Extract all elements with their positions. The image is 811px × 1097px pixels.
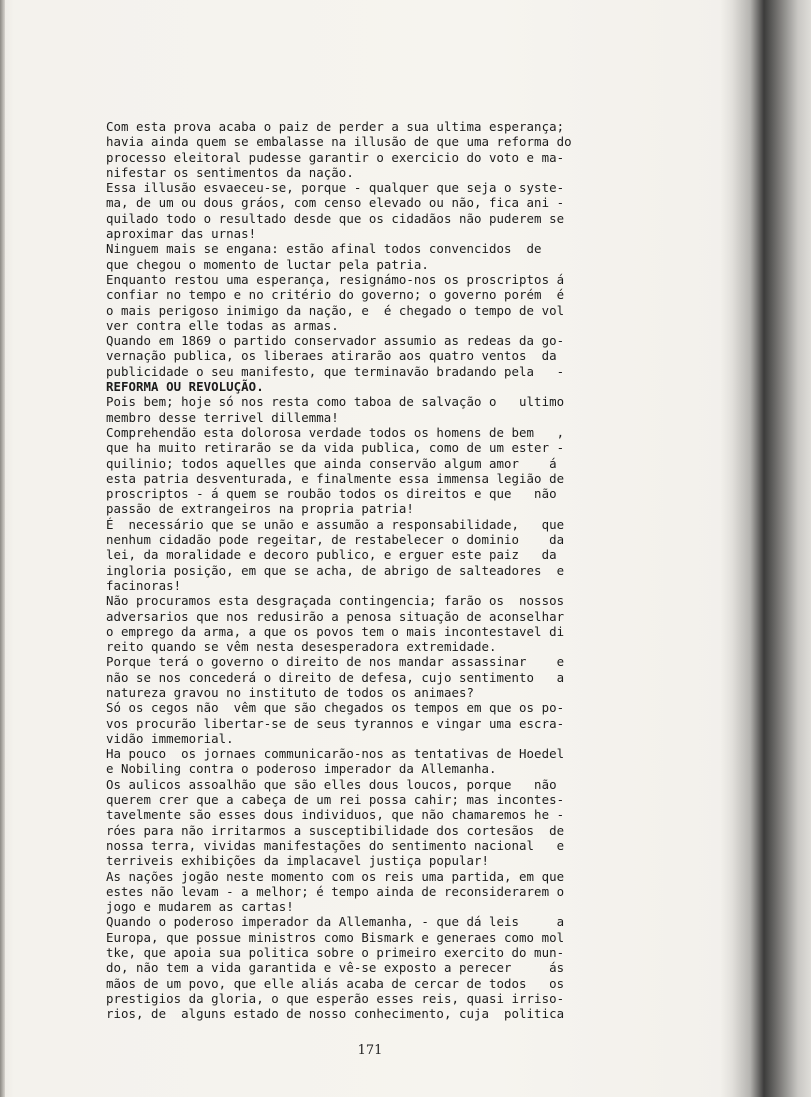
page-left-edge	[0, 0, 5, 1097]
text-line: róes para não irritarmos a susceptibilidade dos cortesãos de	[106, 822, 565, 838]
text-line: querem crer que a cabeça de um rei possa cahir; mas incontes-	[106, 792, 565, 808]
text-line: Pois bem; hoje só nos resta como taboa de salvação o ultimo	[106, 394, 565, 410]
text-line: Quando o poderoso imperador da Allemanha, - que dá leis a	[106, 914, 565, 930]
text-line: facinoras!	[106, 577, 182, 593]
text-line: prestigios da gloria, o que esperão esses reis, quasi irriso-	[106, 990, 565, 1006]
text-line: vidão immemorial.	[106, 730, 234, 746]
text-line: jogo e mudarem as cartas!	[106, 899, 294, 915]
text-line: Não procuramos esta desgraçada contingencia; farão os nossos	[106, 593, 565, 609]
text-line: aproximar das urnas!	[106, 226, 257, 242]
text-line: e Nobiling contra o poderoso imperador da Allemanha.	[106, 761, 497, 777]
text-line: publicidade o seu manifesto, que terminavão bradando pela -	[106, 363, 565, 379]
text-line: Porque terá o governo o direito de nos mandar assassinar e	[106, 654, 565, 670]
page-number: 171	[357, 1043, 383, 1058]
text-line: Com esta prova acaba o paiz de perder a sua ultima esperança;	[106, 119, 565, 134]
text-line: Comprehendão esta dolorosa verdade todos os homens de bem ,	[106, 424, 565, 440]
text-line: Europa, que possue ministros como Bismark e generaes como mol	[106, 929, 565, 945]
text-line: o emprego da arma, a que os povos tem o mais incontestavel di	[106, 623, 565, 639]
text-line: vos procurão libertar-se de seus tyrannos e vingar uma escra-	[106, 715, 565, 731]
text-line: passão de extrangeiros na propria patria!	[106, 501, 414, 517]
text-line: confiar no tempo e no critério do governo; o governo porém é	[106, 287, 565, 303]
text-line: Só os cegos não vêm que são chegados os tempos em que os po-	[106, 700, 565, 716]
text-line: processo eleitoral pudesse garantir o exercicio do voto e ma-	[106, 149, 565, 165]
text-line: tavelmente são esses dous individuos, que não chamaremos he -	[106, 807, 565, 823]
text-line: o mais perigoso inimigo da nação, e é chegado o tempo de vol	[106, 302, 565, 318]
text-line: nossa terra, vividas manifestações do sentimento nacional e	[106, 837, 565, 853]
text-line: não se nos concederá o direito de defesa, cujo sentimento a	[106, 669, 565, 685]
text-line: ingloria posição, em que se acha, de abrigo de salteadores e	[106, 562, 565, 578]
text-line: vernação publica, os liberaes atirarão aos quatro ventos da	[106, 348, 557, 364]
book-gutter-shadow	[720, 0, 811, 1097]
text-line: Ninguem mais se engana: estão afinal todos convencidos de	[106, 241, 542, 257]
text-line: ver contra elle todas as armas.	[106, 317, 339, 333]
text-line: havia ainda quem se embalasse na illusão de que uma reforma do	[106, 134, 572, 150]
text-line: mãos de um povo, que elle aliás acaba de cercar de todos os	[106, 975, 565, 991]
text-line: nenhum cidadão pode regeitar, de restabelecer o dominio da	[106, 532, 565, 548]
text-line: É necessário que se unão e assumão a responsabilidade, que	[106, 516, 565, 532]
text-line: que chegou o momento de luctar pela patria.	[106, 256, 429, 272]
text-line: natureza gravou no instituto de todos os animaes?	[106, 684, 474, 700]
text-line: As nações jogão neste momento com os reis uma partida, em que	[106, 868, 565, 884]
text-line: quilinio; todos aquelles que ainda conservão algum amor á	[106, 455, 557, 471]
text-line: Ha pouco os jornaes communicarão-nos as tentativas de Hoedel	[106, 746, 565, 762]
text-line: que ha muito retirarão se da vida publica, como de um ester -	[106, 440, 565, 456]
reform-or-revolution-heading: REFORMA OU REVOLUÇÃO.	[106, 379, 264, 395]
text-line: terriveis exhibições da implacavel justiça popular!	[106, 853, 489, 869]
text-line: adversarios que nos redusirão a penosa situação de aconselhar	[106, 608, 565, 624]
text-line: quilado todo o resultado desde que os cidadãos não puderem se	[106, 210, 565, 226]
text-line: proscriptos - á quem se roubão todos os direitos e que não	[106, 486, 557, 502]
text-line: ma, de um ou dous gráos, com censo elevado ou não, fica ani -	[106, 195, 565, 211]
text-line: lei, da moralidade e decoro publico, e erguer este paiz da	[106, 547, 557, 563]
text-line: reito quando se vêm nesta desesperadora extremidade.	[106, 639, 497, 655]
text-line: tke, que apoia sua politica sobre o primeiro exercito do mun-	[106, 945, 565, 961]
text-line: do, não tem a vida garantida e vê-se exposto a perecer ás	[106, 960, 565, 976]
text-line: nifestar os sentimentos da nação.	[106, 164, 354, 180]
text-line: rios, de alguns estado de nosso conhecimento, cuja politica	[106, 1006, 565, 1022]
text-line: membro desse terrivel dillemma!	[106, 409, 339, 425]
text-line: Essa illusão esvaeceu-se, porque - qualquer que seja o syste-	[106, 180, 565, 196]
text-line: Quando em 1869 o partido conservador assumio as redeas da go-	[106, 333, 565, 349]
text-line: Os aulicos assoalhão que são elles dous loucos, porque não	[106, 776, 557, 792]
body-text	[106, 119, 642, 1022]
text-line: esta patria desventurada, e finalmente essa immensa legião de	[106, 470, 565, 486]
text-line: estes não levam - a melhor; é tempo ainda de reconsiderarem o	[106, 883, 565, 899]
text-line: Enquanto restou uma esperança, resignámo-nos os proscriptos á	[106, 271, 565, 287]
